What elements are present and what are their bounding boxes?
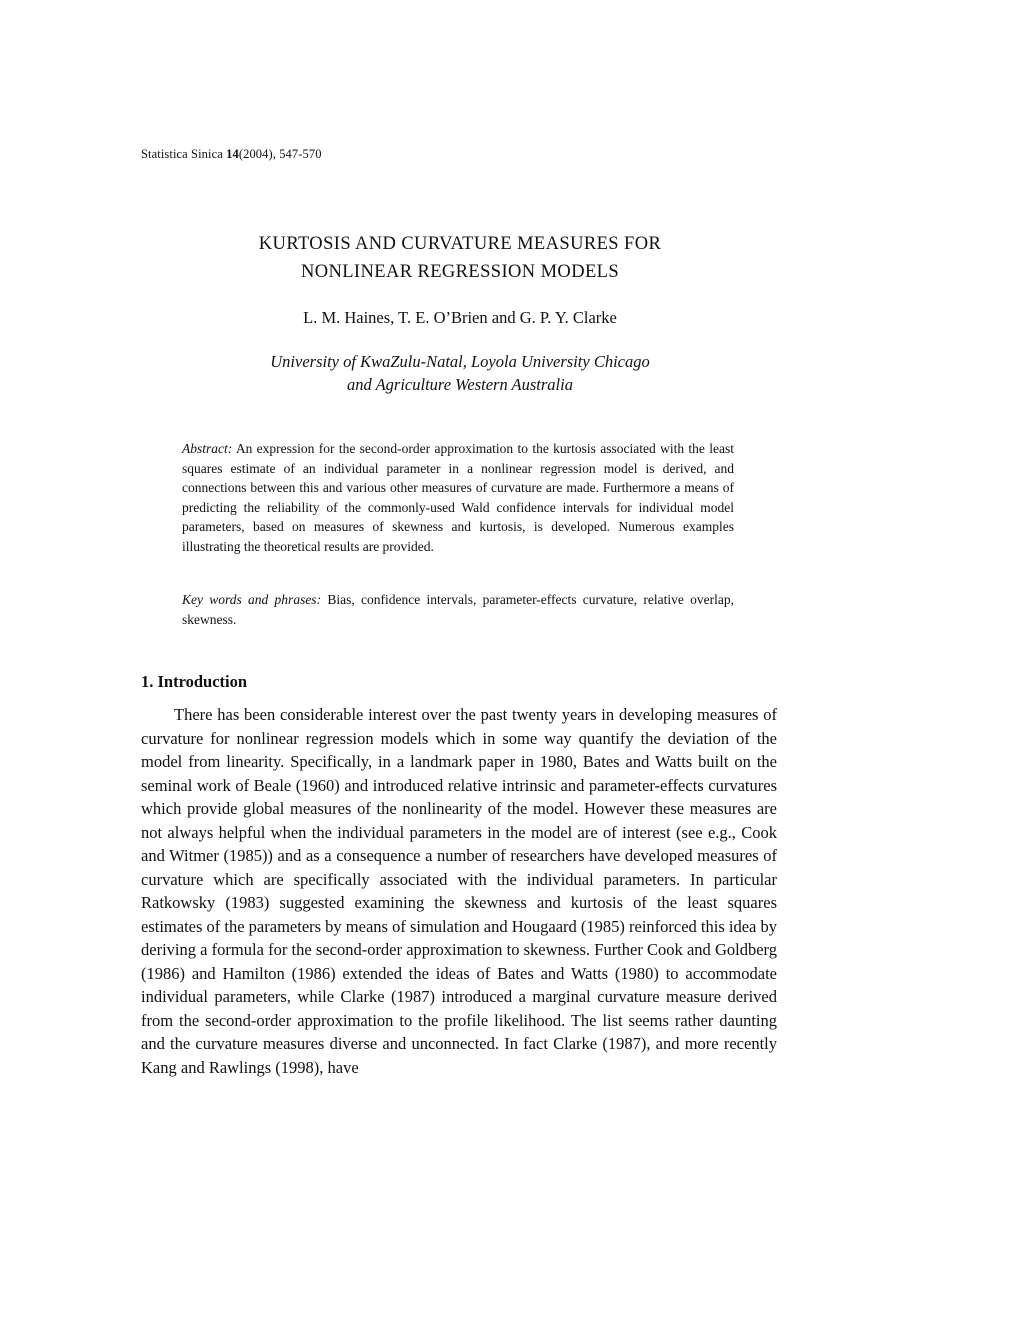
running-header	[141, 147, 322, 162]
abstract-text: An expression for the second-order approximation to the kurtosis associated with the least squares estimate of an individual parameter in a nonlinear regression model is derived, and connections between this and various other measures of curvature are made. Furthermore a means of predicting the reliability of the commonly-used Wald confidence intervals for individual model parameters, based on measures of skewness and kurtosis, is developed. Numerous examples illustrating the theoretical results are provided.	[182, 441, 734, 554]
abstract-label: Abstract:	[182, 441, 233, 456]
title-line-1: KURTOSIS AND CURVATURE MEASURES FOR	[258, 234, 662, 254]
section-heading: 1. Introduction	[141, 672, 248, 691]
author-list: L. M. Haines, T. E. O’Brien and G. P. Y. Clarke	[303, 308, 617, 327]
affiliations	[160, 350, 760, 396]
title-line-2: NONLINEAR REGRESSION MODELS	[300, 262, 620, 282]
paper-title	[160, 230, 760, 286]
journal-issue-pages: (2004), 547-570	[238, 147, 322, 161]
keywords-text: Bias, confidence intervals, parameter-effects curvature, relative overlap, skewness.	[182, 592, 735, 627]
abstract	[182, 439, 734, 556]
affiliation-line-2: and Agriculture Western Australia	[347, 375, 573, 394]
introduction-paragraph: There has been considerable interest over the past twenty years in developing measures of curvature for nonlinear regression models which in some way quantify the deviation of the model from linearity. Specifically, in a landmark paper in 1980, Bates and Watts built on the seminal work of Beale (1960) and introduced relative intrinsic and parameter-effects curvatures which provide global measures of the nonlinearity of the model. However these measures are not always helpful when the individual parameters in the model are of interest (see e.g., Cook and Witmer (1985)) and as a consequence a number of researchers have developed measures of curvature which are specifically associated with the individual parameters. In particular Ratkowsky (1983) suggested examining the skewness and kurtosis of the least squares estimates of the parameters by means of simulation and Hougaard (1985) reinforced this idea by deriving a formula for the second-order approximation to skewness. Further Cook and Goldberg (1986) and Hamilton (1986) extended the ideas of Bates and Watts (1980) to accommodate individual parameters, while Clarke (1987) introduced a marginal curvature measure derived from the second-order approximation to the profile likelihood. The list seems rather daunting and the curvature measures diverse and unconnected. In fact Clarke (1987), and more recently Kang and Rawlings (1998), have	[141, 705, 777, 1077]
keywords-label: Key words and phrases:	[182, 592, 322, 607]
keywords	[182, 590, 734, 629]
journal-volume: 14	[226, 147, 239, 161]
journal-name: Statistica Sinica	[141, 147, 227, 161]
affiliation-line-1: University of KwaZulu-Natal, Loyola University Chicago	[270, 352, 650, 371]
